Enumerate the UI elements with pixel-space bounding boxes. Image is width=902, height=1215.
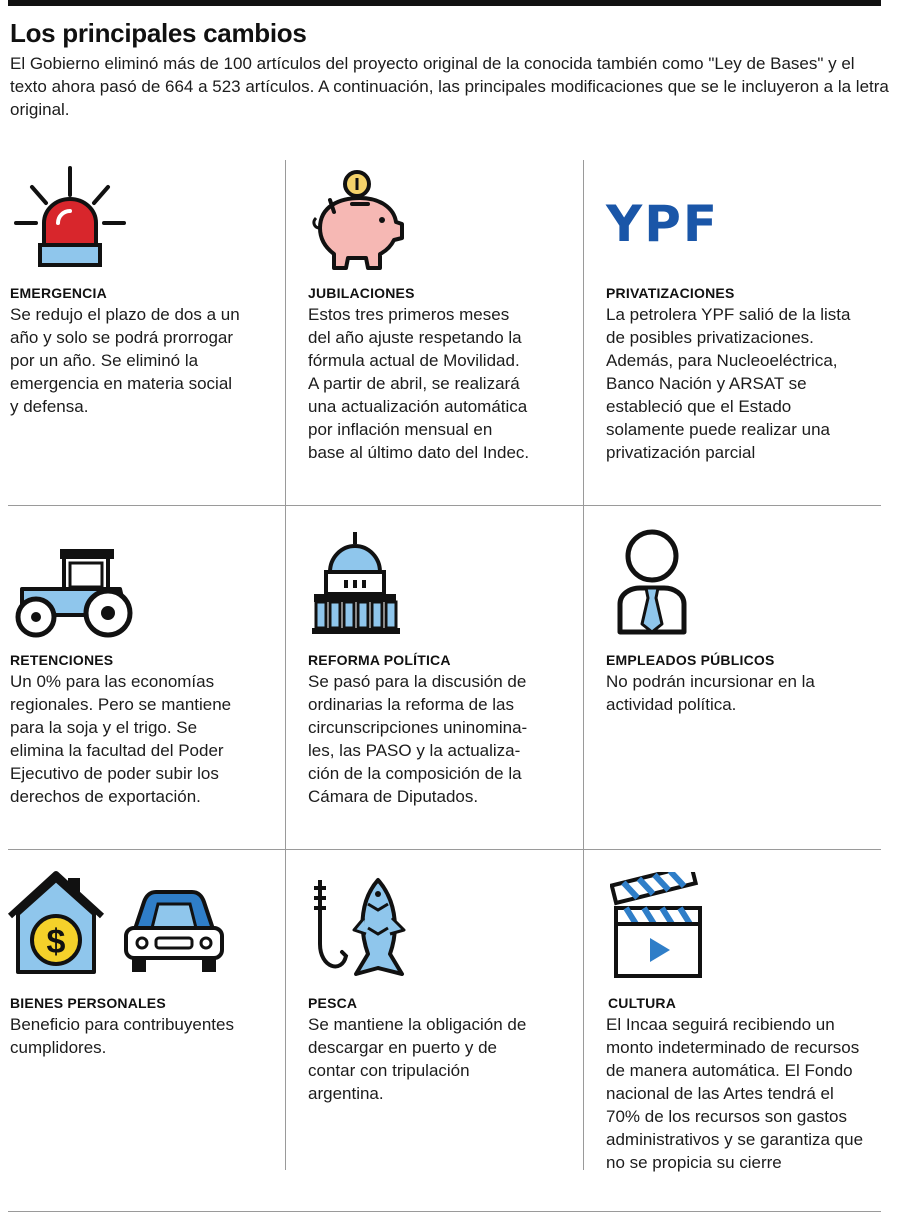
item-text: El Incaa seguirá recibiendo un monto indeterminado de recursos de manera automática. El Fondo nacional de las Artes tendrá el 70% de los recursos son gastos administrativos y se garantiza que no se propicia su cierre	[606, 1015, 864, 1172]
page-title: Los principales cambios	[10, 18, 307, 48]
row-divider	[8, 505, 881, 506]
column-divider	[285, 506, 286, 849]
top-rule	[8, 0, 881, 6]
tractor-icon	[8, 545, 133, 645]
column-divider	[583, 506, 584, 849]
item-text: No podrán incursionar en la actividad política.	[606, 672, 815, 714]
house-car-icon	[4, 868, 224, 983]
item-heading: JUBILACIONES	[308, 285, 415, 301]
item-text: Se pasó para la discusión de ordinarias la reforma de las circunscripciones uninomina- les, las PASO y la actualiza- ción de la composición de la Cámara de Diputados.	[308, 672, 528, 806]
item-heading: RETENCIONES	[10, 652, 114, 668]
item-text: Beneficio para contribuyentes cumplidores.	[10, 1015, 234, 1057]
item-text: Se redujo el plazo de dos a un año y solo se podrá prorrogar por un año. Se eliminó la emergencia en materia social y defensa.	[10, 305, 240, 416]
fish-hook-icon	[306, 874, 416, 984]
item-text: Se mantiene la obligación de descargar en puerto y de contar con tripulación argentina.	[308, 1015, 527, 1103]
item-heading: PESCA	[308, 995, 358, 1011]
item-heading: EMPLEADOS PÚBLICOS	[606, 652, 775, 668]
item-heading: EMERGENCIA	[10, 285, 107, 301]
column-divider	[285, 850, 286, 1170]
item-text: Estos tres primeros meses del año ajuste respetando la fórmula actual de Movilidad. A partir de abril, se realizará una actualización automática por inflación mensual en base al último dato del Indec.	[308, 305, 530, 462]
item-text: La petrolera YPF salió de la lista de posibles privatizaciones. Además, para Nucleoeléctrica, Banco Nación y ARSAT se estableció que el Estado solamente puede realizar una privatización parcial	[606, 305, 851, 462]
column-divider	[583, 850, 584, 1170]
piggy-bank-icon	[308, 168, 408, 278]
column-divider	[583, 160, 584, 505]
item-heading: BIENES PERSONALES	[10, 995, 166, 1011]
row-divider	[8, 849, 881, 850]
employee-icon	[612, 528, 692, 643]
siren-icon	[10, 165, 130, 275]
item-heading: PRIVATIZACIONES	[606, 285, 735, 301]
item-heading: REFORMA POLÍTICA	[308, 652, 451, 668]
column-divider	[285, 160, 286, 505]
ypf-logo: YPF	[606, 195, 720, 253]
capitol-icon	[308, 530, 403, 640]
item-heading: CULTURA	[608, 995, 677, 1011]
item-text: Un 0% para las economías regionales. Pero se mantiene para la soja y el trigo. Se elimina la facultad del Poder Ejecutivo de poder subir los derechos de exportación.	[10, 672, 232, 806]
intro-text: El Gobierno eliminó más de 100 artículos del proyecto original de la conocida también como "Ley de Bases" y el texto ahora pasó de 664 a 523 artículos. A continuación, las principales modificaciones que se le incluyeron a la letra original.	[10, 54, 889, 119]
clapperboard-icon	[610, 872, 710, 987]
svg-text:$: $	[46, 923, 66, 961]
bottom-rule	[8, 1211, 881, 1212]
